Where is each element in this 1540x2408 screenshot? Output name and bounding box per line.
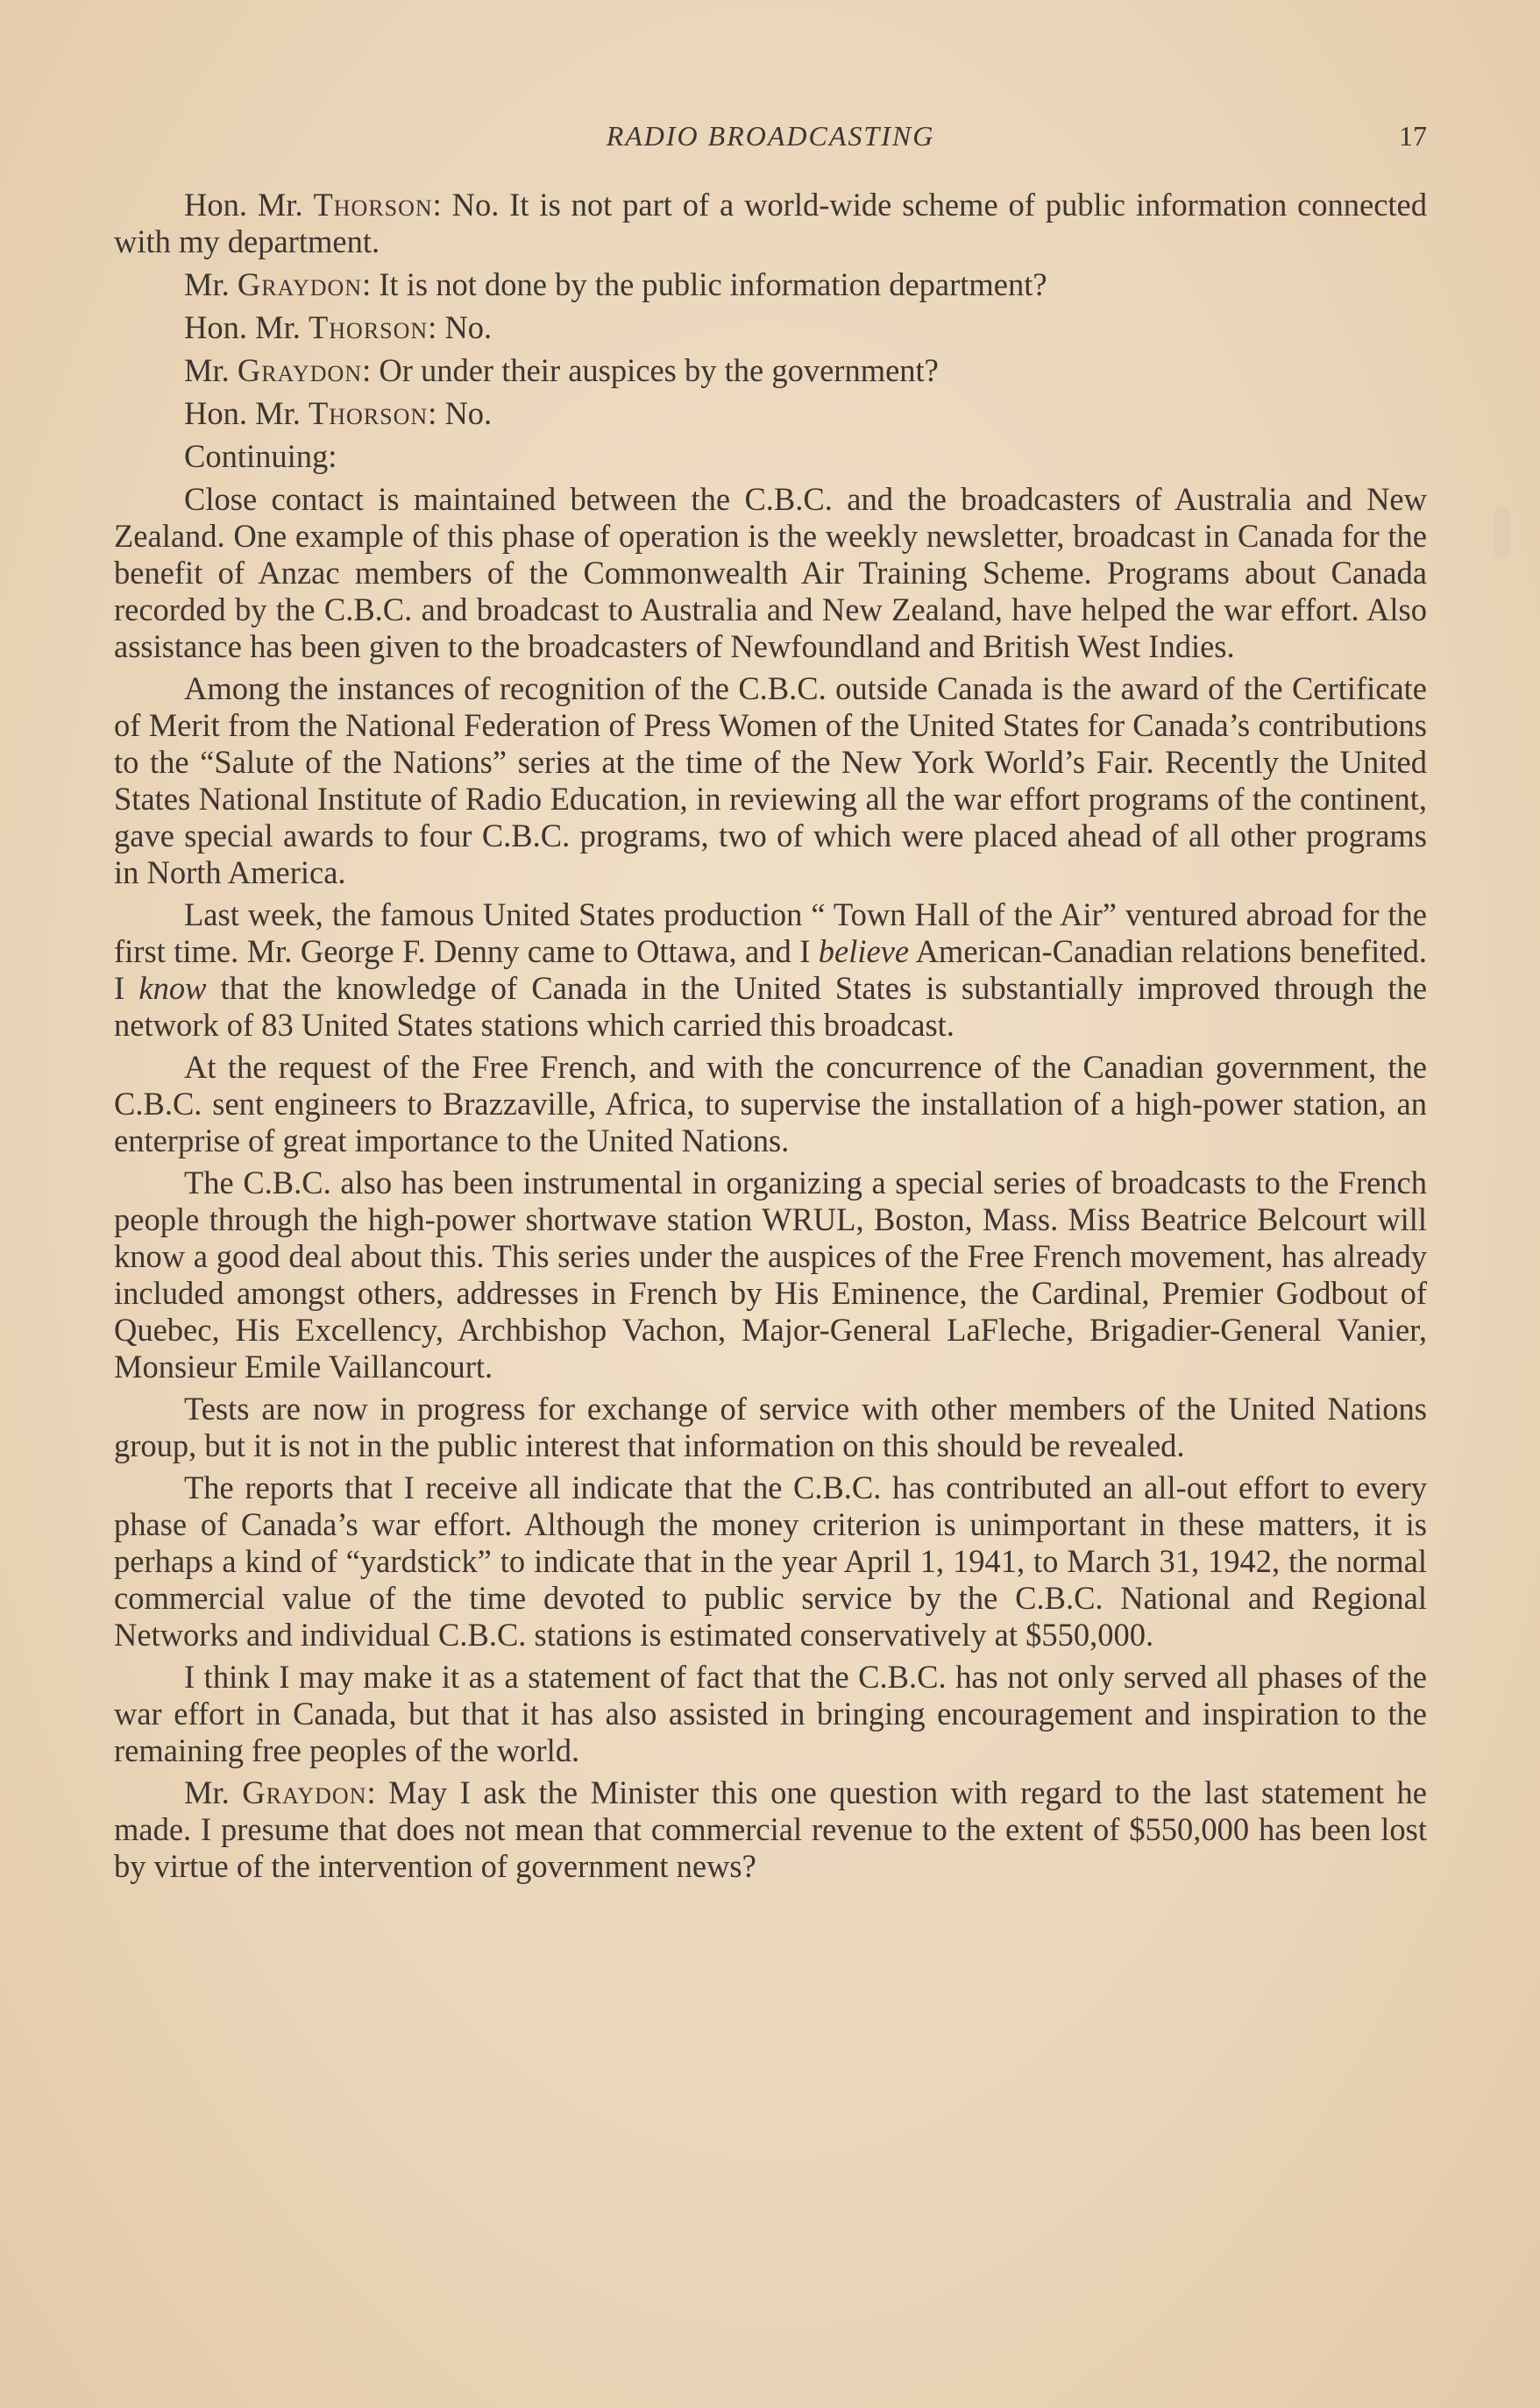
dialogue-text: May I ask the Minister this one question with regard to the last statement he made. I presume that does not mean that commercial revenue to the extent of $550,000 has been lost by virtue of the intervention of government news? — [114, 1774, 1427, 1884]
paragraph — [114, 896, 1427, 1044]
paragraph-text: Last week, the famous United States production “ Town Hall of the Air” ventured abroad for the first time. Mr. George F. Denny came to Ottawa, and I — [114, 896, 1427, 969]
paragraph: Tests are now in progress for exchange of service with other members of the United Nations group, but it is not in the public interest that information on this should be revealed. — [114, 1391, 1427, 1463]
paragraph: Close contact is maintained between the C.B.C. and the broadcasters of Australia and New Zealand. One example of this phase of operation is the weekly newsletter, broadcast in Canada for the benefit of Anzac members of the Commonwealth Air Training Scheme. Programs about Canada recorded by the C.B.C. and broadcast to Australia and New Zealand, have helped the war effort. Also assistance has been given to the broadcasters of Newfoundland and British West Indies. — [114, 481, 1427, 664]
speaker-title: Mr. — [184, 352, 230, 388]
speaker-name: Thorson — [308, 309, 429, 345]
speaker-name: Graydon — [237, 352, 363, 388]
paragraph: I think I may make it as a statement of fact that the C.B.C. has not only served all phases of the war effort in Canada, but that it has also assisted in bringing encouragement and inspiration to the remaining free peoples of the world. — [114, 1659, 1427, 1768]
dialogue-line: Hon. Mr. Thorson: No. It is not part of a world-wide scheme of public information connected with my department. — [114, 187, 1427, 259]
running-title: RADIO BROADCASTING — [606, 120, 935, 152]
paragraph-text: American-Canadian relations benefited. I — [114, 933, 1427, 1006]
dialogue-line: Mr. Graydon: Or under their auspices by the government? — [184, 352, 939, 388]
speaker-title: Hon. Mr. — [184, 309, 301, 345]
emphasis: believe — [818, 933, 910, 969]
speaker-name: Graydon — [242, 1774, 367, 1810]
body-text — [114, 187, 1427, 1885]
dialogue-text: Or under their auspices by the government? — [379, 352, 939, 388]
speaker-name: Thorson — [313, 187, 433, 223]
speaker-title: Mr. — [184, 266, 230, 302]
dialogue-line: Mr. Graydon: It is not done by the public information department? — [184, 266, 1047, 302]
emphasis: know — [138, 970, 207, 1006]
paragraph: Among the instances of recognition of the C.B.C. outside Canada is the award of the Certificate of Merit from the National Federation of Press Women of the United States for Canada’s contributions to the “Salute of the Nations” series at the time of the New York World’s Fair. Recently the United States National Institute of Radio Education, in reviewing all the war effort programs of the continent, gave special awards to four C.B.C. programs, two of which were placed ahead of all other programs in North America. — [114, 670, 1427, 890]
page-number: 17 — [1399, 120, 1427, 152]
dialogue-text: No. — [444, 395, 493, 431]
dialogue-line: Hon. Mr. Thorson: No. — [184, 395, 493, 431]
continuing-line: Continuing: — [184, 438, 337, 474]
speaker-name: Graydon — [237, 266, 363, 302]
paragraph: The reports that I receive all indicate that the C.B.C. has contributed an all-out effort to every phase of Canada’s war effort. Although the money criterion is unimportant in these matters, it is perhaps a kind of “yardstick” to indicate that in the year April 1, 1941, to March 31, 1942, the normal commercial value of the time devoted to public service by the C.B.C. National and Regional Networks and individual C.B.C. stations is estimated conservatively at $550,000. — [114, 1470, 1427, 1653]
paragraph: The C.B.C. also has been instrumental in organizing a special series of broadcasts to the French people through the high-power shortwave station WRUL, Boston, Mass. Miss Beatrice Belcourt will know a good deal about this. This series under the auspices of the Free French movement, has already included amongst others, addresses in French by His Eminence, the Cardinal, Premier Godbout of Quebec, His Excellency, Archbishop Vachon, Major-General LaFleche, Brigadier-General Vanier, Monsieur Emile Vaillancourt. — [114, 1165, 1427, 1385]
book-page — [114, 0, 1427, 2408]
dialogue-text: It is not done by the public information department? — [379, 266, 1047, 302]
dialogue-text: No. — [444, 309, 493, 345]
running-header — [114, 114, 1427, 158]
paragraph-text: that the knowledge of Canada in the United States is substantially improved through the network of 83 United States stations which carried this broadcast. — [114, 970, 1428, 1043]
speaker-title: Hon. Mr. — [184, 187, 303, 223]
dialogue-line: Mr. Graydon: May I ask the Minister this one question with regard to the last statement he made. I presume that does not mean that commercial revenue to the extent of $550,000 has been lost by virtue of the intervention of government news? — [114, 1774, 1427, 1884]
speaker-name: Thorson — [308, 395, 429, 431]
speaker-title: Mr. — [184, 1774, 230, 1810]
paragraph: At the request of the Free French, and with the concurrence of the Canadian government, the C.B.C. sent engineers to Brazzaville, Africa, to supervise the installation of a high-power station, an enterprise of great importance to the United Nations. — [114, 1049, 1427, 1158]
dialogue-text: No. It is not part of a world-wide scheme of public information connected with my department. — [114, 187, 1427, 259]
paper-blemish — [1494, 506, 1509, 559]
speaker-title: Hon. Mr. — [184, 395, 301, 431]
dialogue-line: Hon. Mr. Thorson: No. — [184, 309, 493, 345]
